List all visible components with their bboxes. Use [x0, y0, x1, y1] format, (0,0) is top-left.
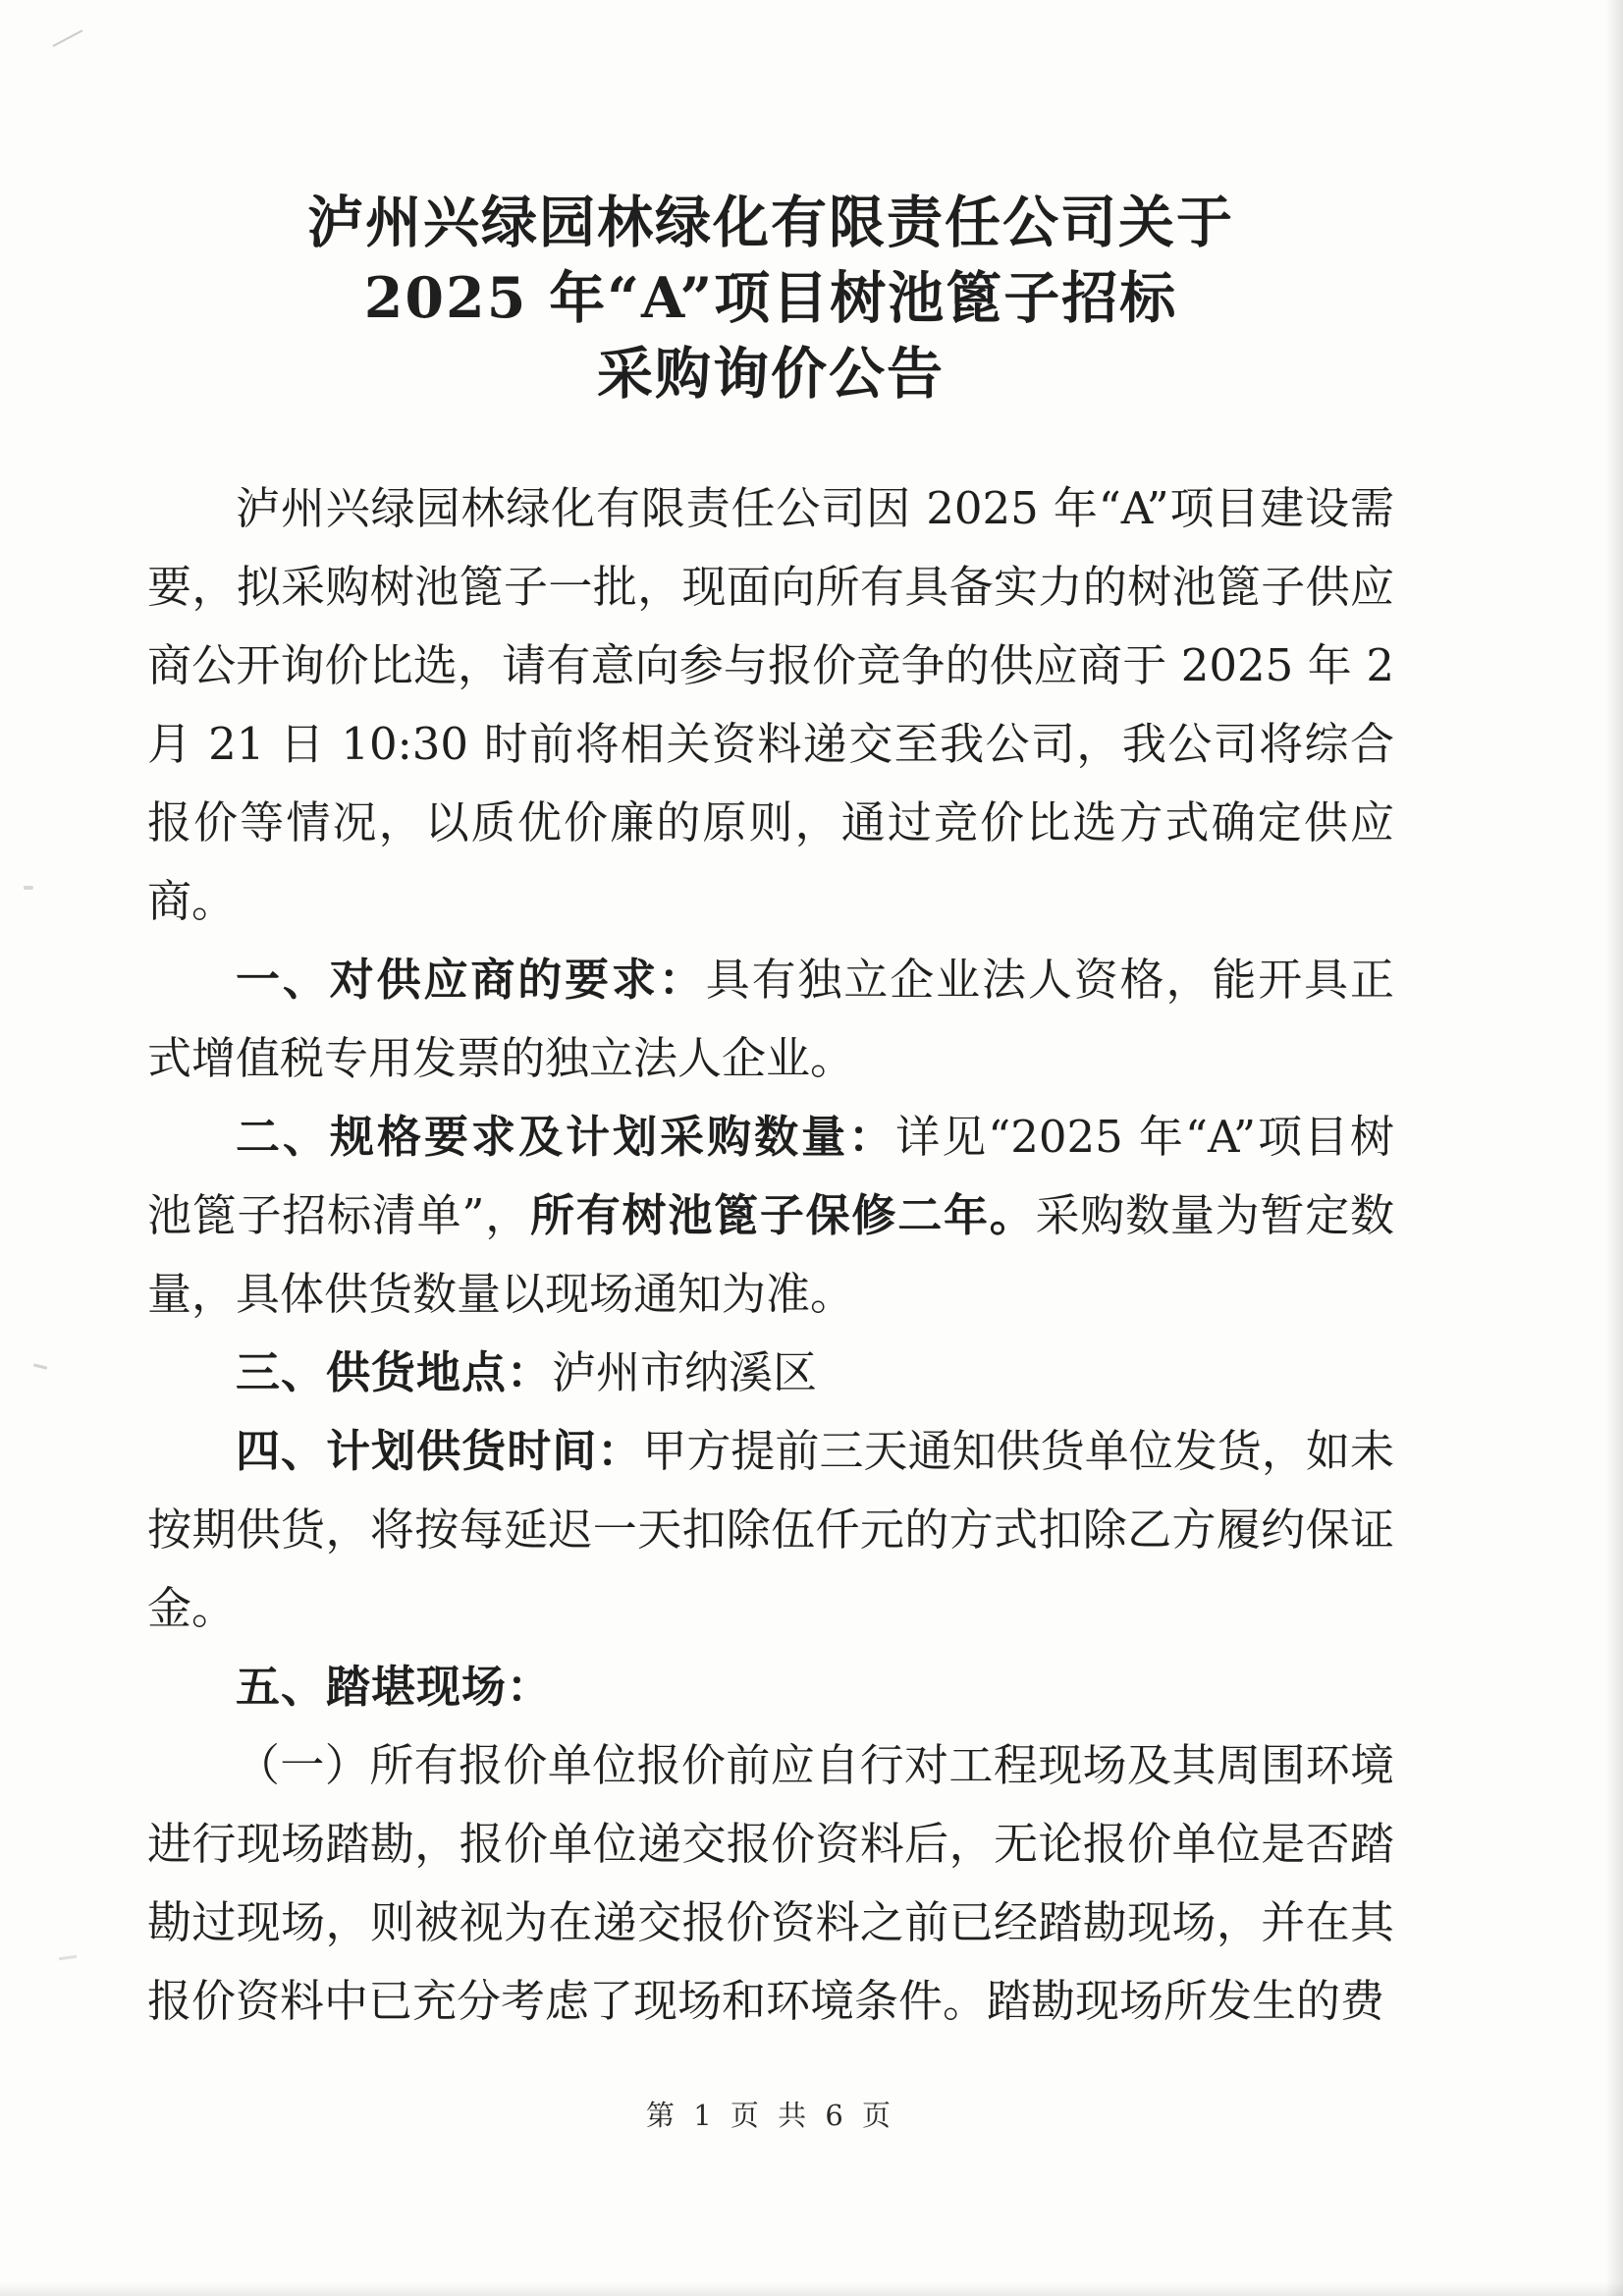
- scan-artifact: [33, 1363, 47, 1369]
- section-3-text: 泸州市纳溪区: [552, 1346, 818, 1398]
- section-2-text-1: 详见“2025 年“A”项目树池篦子招标清单”，: [147, 1111, 1394, 1241]
- section-delivery-time: [147, 1412, 1394, 1648]
- section-2-warranty-bold: 所有树池篦子保修二年。: [530, 1189, 1036, 1241]
- scan-edge-shadow: [0, 2282, 1623, 2296]
- section-4-label: 四、计划供货时间：: [236, 1425, 643, 1477]
- scan-edge-shadow: [1605, 0, 1623, 2296]
- section-delivery-location: [147, 1334, 1394, 1412]
- section-site-visit: [147, 1648, 1394, 1726]
- section-supplier-requirements: [147, 941, 1394, 1098]
- site-visit-clause-1: （一）所有报价单位报价前应自行对工程现场及其周围环境进行现场踏勘，报价单位递交报价资料后，无论报价单位是否踏勘过现场，则被视为在递交报价资料之前已经踏勘现场，并在其报价资料中已充分考虑了现场和环境条件。踏勘现场所发生的费: [147, 1739, 1394, 2027]
- scan-artifact: [24, 886, 33, 890]
- intro-paragraph: 泸州兴绿园林绿化有限责任公司因 2025 年“A”项目建设需要，拟采购树池篦子一批，现面向所有具备实力的树池篦子供应商公开询价比选，请有意向参与报价竞争的供应商于 2025 年 2 月 21 日 10:30 时前将相关资料递交至我公司，我公司将综合报价等情况，以质优价廉的原则，通过竞价比选方式确定供应商。: [147, 482, 1394, 927]
- section-1-label: 一、对供应商的要求：: [236, 954, 706, 1006]
- document-title: [147, 185, 1394, 411]
- title-line-1: 泸州兴绿园林绿化有限责任公司关于: [307, 190, 1234, 255]
- section-spec-quantity: [147, 1098, 1394, 1334]
- section-5-label: 五、踏堪现场：: [236, 1661, 553, 1713]
- page-number: 第 1 页 共 6 页: [646, 2099, 895, 2132]
- scan-artifact: [59, 1955, 77, 1960]
- section-4-text: 甲方提前三天通知供货单位发货，如未按期供货，将按每延迟一天扣除伍仟元的方式扣除乙方履约保证金。: [147, 1425, 1394, 1634]
- title-line-3: 采购询价公告: [597, 341, 945, 407]
- section-3-label: 三、供货地点：: [236, 1346, 553, 1398]
- scan-artifact: [53, 29, 83, 47]
- section-1-text: 具有独立企业法人资格，能开具正式增值税专用发票的独立法人企业。: [147, 954, 1394, 1084]
- section-2-label: 二、规格要求及计划采购数量：: [236, 1111, 896, 1163]
- document-body: [147, 469, 1394, 2041]
- section-2-text-2: 采购数量为暂定数量，具体供货数量以现场通知为准。: [147, 1189, 1394, 1320]
- title-line-2: 2025 年“A”项目树池篦子招标: [363, 265, 1178, 331]
